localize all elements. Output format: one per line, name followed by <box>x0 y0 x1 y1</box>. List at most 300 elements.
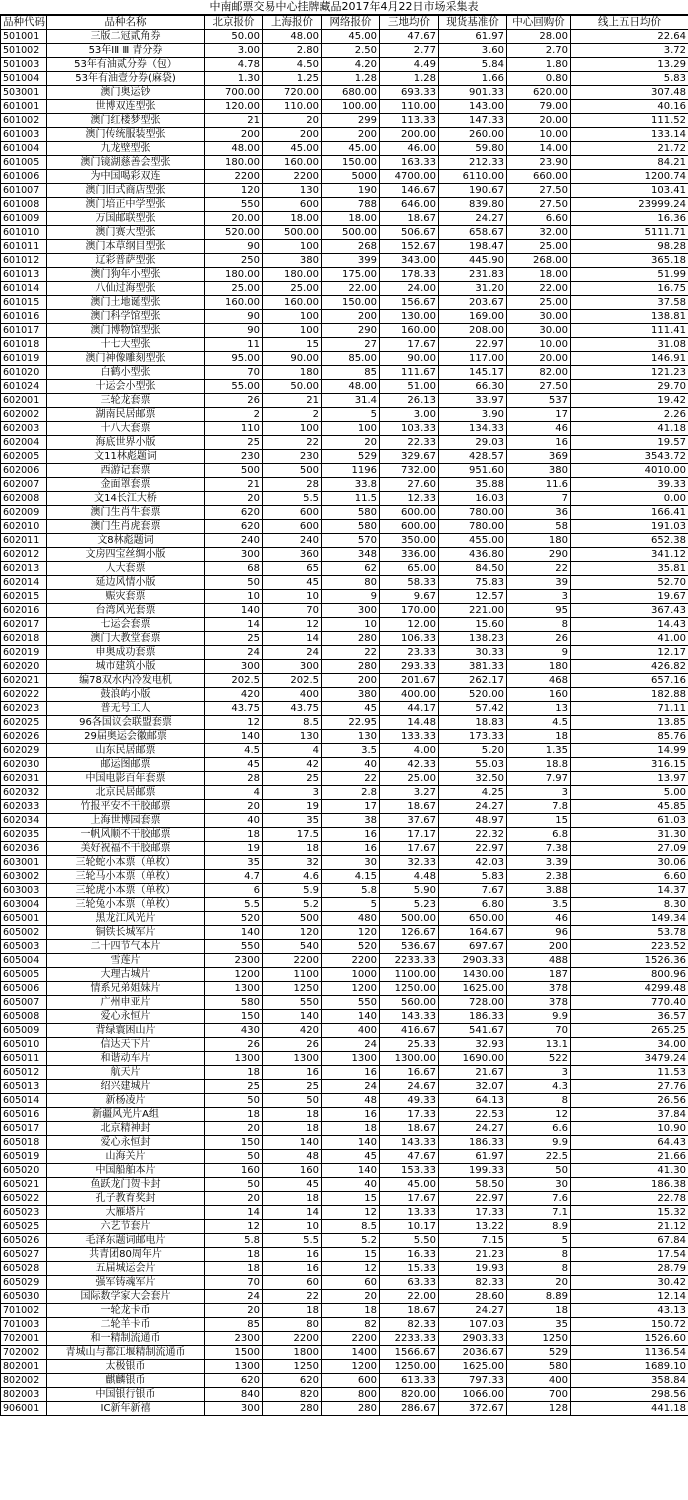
cell-beijing-price: 11 <box>205 338 263 352</box>
col-header-code: 品种代码 <box>1 16 47 30</box>
cell-buyback-price: 580 <box>507 1360 571 1374</box>
table-row <box>1 212 688 226</box>
cell-online-price: 5000 <box>322 170 380 184</box>
cell-beijing-price: 50 <box>205 576 263 590</box>
cell-five-day-avg: 1526.36 <box>571 954 688 968</box>
table-row <box>1 1388 688 1402</box>
cell-buyback-price: 14.00 <box>507 142 571 156</box>
cell-code: 602015 <box>1 590 47 604</box>
cell-buyback-price: 7 <box>507 492 571 506</box>
cell-five-day-avg: 4299.48 <box>571 982 688 996</box>
cell-shanghai-price: 160.00 <box>263 296 322 310</box>
cell-online-price: 4.20 <box>322 58 380 72</box>
cell-buyback-price: 18 <box>507 1304 571 1318</box>
cell-beijing-price: 4.7 <box>205 870 263 884</box>
table-row <box>1 1220 688 1234</box>
cell-code: 601014 <box>1 282 47 296</box>
cell-avg-price: 4.49 <box>380 58 439 72</box>
cell-beijing-price: 24 <box>205 646 263 660</box>
cell-shanghai-price: 4 <box>263 744 322 758</box>
cell-shanghai-price: 22 <box>263 1290 322 1304</box>
cell-spot-price: 901.33 <box>439 86 507 100</box>
cell-shanghai-price: 25.00 <box>263 282 322 296</box>
cell-avg-price: 111.67 <box>380 366 439 380</box>
cell-shanghai-price: 2200 <box>263 1332 322 1346</box>
cell-spot-price: 22.97 <box>439 842 507 856</box>
cell-name: 三轮蛇小本票（单枚） <box>47 856 205 870</box>
cell-shanghai-price: 500.00 <box>263 226 322 240</box>
cell-code: 602016 <box>1 604 47 618</box>
cell-online-price: 600 <box>322 1374 380 1388</box>
cell-online-price: 399 <box>322 254 380 268</box>
cell-name: 澳门土地诞型张 <box>47 296 205 310</box>
cell-buyback-price: 1250 <box>507 1332 571 1346</box>
header-row <box>1 16 688 30</box>
cell-shanghai-price: 140 <box>263 1136 322 1150</box>
cell-online-price: 45.00 <box>322 30 380 44</box>
cell-buyback-price: 200 <box>507 940 571 954</box>
cell-name: 邮运图邮票 <box>47 758 205 772</box>
cell-beijing-price: 10 <box>205 590 263 604</box>
cell-five-day-avg: 265.25 <box>571 1024 688 1038</box>
cell-beijing-price: 300 <box>205 1402 263 1416</box>
table-row <box>1 912 688 926</box>
cell-online-price: 31.4 <box>322 394 380 408</box>
cell-spot-price: 28.60 <box>439 1290 507 1304</box>
table-row <box>1 464 688 478</box>
cell-five-day-avg: 21.72 <box>571 142 688 156</box>
cell-avg-price: 23.33 <box>380 646 439 660</box>
cell-online-price: 570 <box>322 534 380 548</box>
cell-avg-price: 51.00 <box>380 380 439 394</box>
cell-spot-price: 15.60 <box>439 618 507 632</box>
cell-name: 文房四宝丝绸小版 <box>47 548 205 562</box>
cell-name: 53年有油壹分券(麻袋) <box>47 72 205 86</box>
cell-name: 一帆风顺不干胶邮票 <box>47 828 205 842</box>
cell-avg-price: 143.33 <box>380 1136 439 1150</box>
cell-online-price: 16 <box>322 842 380 856</box>
cell-avg-price: 16.67 <box>380 1066 439 1080</box>
cell-name: 三轮马小本票（单枚） <box>47 870 205 884</box>
cell-five-day-avg: 149.34 <box>571 912 688 926</box>
cell-buyback-price: 180 <box>507 660 571 674</box>
cell-beijing-price: 200 <box>205 128 263 142</box>
cell-shanghai-price: 2200 <box>263 954 322 968</box>
cell-five-day-avg: 51.99 <box>571 268 688 282</box>
cell-online-price: 5.8 <box>322 884 380 898</box>
cell-online-price: 2200 <box>322 954 380 968</box>
cell-avg-price: 1250.00 <box>380 982 439 996</box>
cell-avg-price: 170.00 <box>380 604 439 618</box>
cell-five-day-avg: 800.96 <box>571 968 688 982</box>
cell-online-price: 11.5 <box>322 492 380 506</box>
cell-beijing-price: 20 <box>205 1192 263 1206</box>
cell-code: 605019 <box>1 1150 47 1164</box>
cell-beijing-price: 2 <box>205 408 263 422</box>
col-header-name: 品种名称 <box>47 16 205 30</box>
cell-beijing-price: 4.5 <box>205 744 263 758</box>
cell-spot-price: 66.30 <box>439 380 507 394</box>
cell-online-price: 85.00 <box>322 352 380 366</box>
cell-buyback-price: 16 <box>507 436 571 450</box>
cell-buyback-price: 26 <box>507 632 571 646</box>
cell-spot-price: 428.57 <box>439 450 507 464</box>
cell-shanghai-price: 130 <box>263 730 322 744</box>
cell-name: 北京民居邮票 <box>47 786 205 800</box>
cell-code: 605008 <box>1 1010 47 1024</box>
cell-name: 53年有油贰分券（包） <box>47 58 205 72</box>
table-row <box>1 478 688 492</box>
cell-name: 麒麟银币 <box>47 1374 205 1388</box>
cell-beijing-price: 28 <box>205 772 263 786</box>
cell-buyback-price: 30 <box>507 1178 571 1192</box>
cell-five-day-avg: 6.60 <box>571 870 688 884</box>
cell-shanghai-price: 16 <box>263 1262 322 1276</box>
cell-code: 601001 <box>1 100 47 114</box>
cell-spot-price: 372.67 <box>439 1402 507 1416</box>
cell-beijing-price: 160.00 <box>205 296 263 310</box>
table-row <box>1 1164 688 1178</box>
table-row <box>1 1136 688 1150</box>
cell-five-day-avg: 307.48 <box>571 86 688 100</box>
cell-online-price: 60 <box>322 1276 380 1290</box>
table-row <box>1 436 688 450</box>
cell-buyback-price: 50 <box>507 1164 571 1178</box>
cell-buyback-price: 380 <box>507 464 571 478</box>
cell-beijing-price: 620 <box>205 506 263 520</box>
cell-online-price: 9 <box>322 590 380 604</box>
cell-name: 澳门本草纲目型张 <box>47 240 205 254</box>
cell-five-day-avg: 29.70 <box>571 380 688 394</box>
cell-code: 605017 <box>1 1122 47 1136</box>
cell-five-day-avg: 121.23 <box>571 366 688 380</box>
table-row <box>1 1024 688 1038</box>
cell-shanghai-price: 20 <box>263 114 322 128</box>
price-table <box>0 15 688 1416</box>
cell-shanghai-price: 100 <box>263 422 322 436</box>
cell-avg-price: 600.00 <box>380 506 439 520</box>
cell-shanghai-price: 400 <box>263 688 322 702</box>
cell-spot-price: 208.00 <box>439 324 507 338</box>
cell-buyback-price: 10.00 <box>507 128 571 142</box>
table-row <box>1 996 688 1010</box>
cell-avg-price: 156.67 <box>380 296 439 310</box>
cell-online-price: 280 <box>322 660 380 674</box>
cell-avg-price: 18.67 <box>380 1304 439 1318</box>
cell-avg-price: 1100.00 <box>380 968 439 982</box>
cell-buyback-price: 400 <box>507 1374 571 1388</box>
cell-five-day-avg: 298.56 <box>571 1388 688 1402</box>
cell-code: 602009 <box>1 506 47 520</box>
cell-buyback-price: 18.00 <box>507 268 571 282</box>
cell-avg-price: 163.33 <box>380 156 439 170</box>
cell-name: 53年ⅠⅡ Ⅲ 青分券 <box>47 44 205 58</box>
cell-beijing-price: 20 <box>205 1304 263 1318</box>
cell-online-price: 529 <box>322 450 380 464</box>
cell-online-price: 20 <box>322 436 380 450</box>
cell-buyback-price: 3 <box>507 590 571 604</box>
cell-spot-price: 18.83 <box>439 716 507 730</box>
cell-shanghai-price: 4.6 <box>263 870 322 884</box>
cell-buyback-price: 369 <box>507 450 571 464</box>
cell-shanghai-price: 43.75 <box>263 702 322 716</box>
cell-name: 信达天下片 <box>47 1038 205 1052</box>
cell-shanghai-price: 100 <box>263 240 322 254</box>
table-row <box>1 534 688 548</box>
cell-avg-price: 536.67 <box>380 940 439 954</box>
cell-name: 六艺节套片 <box>47 1220 205 1234</box>
cell-spot-price: 203.67 <box>439 296 507 310</box>
cell-shanghai-price: 1300 <box>263 1052 322 1066</box>
cell-buyback-price: 268.00 <box>507 254 571 268</box>
cell-code: 605006 <box>1 982 47 996</box>
cell-avg-price: 46.00 <box>380 142 439 156</box>
cell-code: 602030 <box>1 758 47 772</box>
cell-name: 鱼跃龙门贺卡封 <box>47 1178 205 1192</box>
cell-online-price: 130 <box>322 730 380 744</box>
cell-buyback-price: 187 <box>507 968 571 982</box>
cell-name: 白鹤小型张 <box>47 366 205 380</box>
table-row <box>1 604 688 618</box>
cell-code: 601013 <box>1 268 47 282</box>
cell-five-day-avg: 111.41 <box>571 324 688 338</box>
table-row <box>1 1080 688 1094</box>
cell-avg-price: 65.00 <box>380 562 439 576</box>
cell-online-price: 200 <box>322 674 380 688</box>
cell-beijing-price: 120 <box>205 184 263 198</box>
cell-online-price: 1196 <box>322 464 380 478</box>
cell-five-day-avg: 8.30 <box>571 898 688 912</box>
cell-spot-price: 145.17 <box>439 366 507 380</box>
cell-name: 澳门传统服装型张 <box>47 128 205 142</box>
cell-beijing-price: 68 <box>205 562 263 576</box>
cell-five-day-avg: 31.08 <box>571 338 688 352</box>
table-row <box>1 184 688 198</box>
cell-online-price: 38 <box>322 814 380 828</box>
cell-shanghai-price: 48 <box>263 1150 322 1164</box>
cell-name: 澳门赛大型张 <box>47 226 205 240</box>
cell-avg-price: 25.00 <box>380 772 439 786</box>
cell-name: 二轮羊卡币 <box>47 1318 205 1332</box>
cell-beijing-price: 19 <box>205 842 263 856</box>
cell-five-day-avg: 21.66 <box>571 1150 688 1164</box>
cell-shanghai-price: 820 <box>263 1388 322 1402</box>
cell-code: 602014 <box>1 576 47 590</box>
cell-code: 602032 <box>1 786 47 800</box>
cell-five-day-avg: 13.29 <box>571 58 688 72</box>
table-row <box>1 1066 688 1080</box>
cell-avg-price: 343.00 <box>380 254 439 268</box>
table-row <box>1 100 688 114</box>
table-row <box>1 198 688 212</box>
cell-avg-price: 400.00 <box>380 688 439 702</box>
cell-online-price: 520 <box>322 940 380 954</box>
cell-beijing-price: 110 <box>205 422 263 436</box>
cell-shanghai-price: 130 <box>263 184 322 198</box>
table-row <box>1 1374 688 1388</box>
cell-shanghai-price: 550 <box>263 996 322 1010</box>
cell-buyback-price: 160 <box>507 688 571 702</box>
cell-shanghai-price: 18 <box>263 1192 322 1206</box>
cell-beijing-price: 12 <box>205 1220 263 1234</box>
cell-spot-price: 2903.33 <box>439 954 507 968</box>
cell-five-day-avg: 111.52 <box>571 114 688 128</box>
cell-avg-price: 5.90 <box>380 884 439 898</box>
cell-beijing-price: 2300 <box>205 954 263 968</box>
cell-avg-price: 90.00 <box>380 352 439 366</box>
cell-spot-price: 260.00 <box>439 128 507 142</box>
cell-buyback-price: 18.8 <box>507 758 571 772</box>
cell-avg-price: 293.33 <box>380 660 439 674</box>
cell-spot-price: 17.33 <box>439 1206 507 1220</box>
cell-avg-price: 22.33 <box>380 436 439 450</box>
cell-online-price: 480 <box>322 912 380 926</box>
cell-code: 605005 <box>1 968 47 982</box>
cell-shanghai-price: 240 <box>263 534 322 548</box>
cell-online-price: 16 <box>322 1108 380 1122</box>
table-row <box>1 422 688 436</box>
cell-shanghai-price: 10 <box>263 1220 322 1234</box>
cell-name: 十七大型张 <box>47 338 205 352</box>
cell-shanghai-price: 2200 <box>263 170 322 184</box>
cell-beijing-price: 26 <box>205 1038 263 1052</box>
cell-avg-price: 17.33 <box>380 1108 439 1122</box>
cell-shanghai-price: 90.00 <box>263 352 322 366</box>
cell-beijing-price: 620 <box>205 520 263 534</box>
cell-code: 601009 <box>1 212 47 226</box>
cell-name: 太极银币 <box>47 1360 205 1374</box>
cell-code: 602003 <box>1 422 47 436</box>
cell-avg-price: 1250.00 <box>380 1360 439 1374</box>
cell-avg-price: 3.27 <box>380 786 439 800</box>
cell-code: 601002 <box>1 114 47 128</box>
cell-avg-price: 153.33 <box>380 1164 439 1178</box>
cell-buyback-price: 15 <box>507 814 571 828</box>
cell-beijing-price: 2300 <box>205 1332 263 1346</box>
cell-code: 602010 <box>1 520 47 534</box>
cell-name: 情系兄弟姐妹片 <box>47 982 205 996</box>
cell-name: 澳门红楼梦型张 <box>47 114 205 128</box>
table-row <box>1 842 688 856</box>
cell-code: 605004 <box>1 954 47 968</box>
cell-name: 澳门狗年小型张 <box>47 268 205 282</box>
cell-spot-price: 29.03 <box>439 436 507 450</box>
cell-code: 601011 <box>1 240 47 254</box>
cell-spot-price: 262.17 <box>439 674 507 688</box>
cell-online-price: 45.00 <box>322 142 380 156</box>
cell-avg-price: 18.67 <box>380 212 439 226</box>
cell-code: 605001 <box>1 912 47 926</box>
cell-shanghai-price: 100 <box>263 324 322 338</box>
table-row <box>1 968 688 982</box>
table-row <box>1 548 688 562</box>
cell-avg-price: 14.48 <box>380 716 439 730</box>
table-row <box>1 268 688 282</box>
cell-spot-price: 32.07 <box>439 1080 507 1094</box>
cell-spot-price: 13.22 <box>439 1220 507 1234</box>
cell-five-day-avg: 5.83 <box>571 72 688 86</box>
cell-spot-price: 164.67 <box>439 926 507 940</box>
cell-code: 603003 <box>1 884 47 898</box>
cell-code: 602018 <box>1 632 47 646</box>
cell-five-day-avg: 67.84 <box>571 1234 688 1248</box>
col-header-online-price: 网络报价 <box>322 16 380 30</box>
cell-name: 澳门科学馆型张 <box>47 310 205 324</box>
cell-beijing-price: 50.00 <box>205 30 263 44</box>
cell-name: 申奥成功套票 <box>47 646 205 660</box>
cell-buyback-price: 32.00 <box>507 226 571 240</box>
cell-five-day-avg: 27.76 <box>571 1080 688 1094</box>
cell-beijing-price: 14 <box>205 618 263 632</box>
cell-buyback-price: 4.3 <box>507 1080 571 1094</box>
cell-five-day-avg: 103.41 <box>571 184 688 198</box>
cell-buyback-price: 20 <box>507 1276 571 1290</box>
cell-code: 603001 <box>1 856 47 870</box>
cell-name: 航天片 <box>47 1066 205 1080</box>
cell-beijing-price: 2200 <box>205 170 263 184</box>
cell-avg-price: 506.67 <box>380 226 439 240</box>
cell-online-price: 15 <box>322 1192 380 1206</box>
cell-buyback-price: 22 <box>507 562 571 576</box>
cell-code: 602001 <box>1 394 47 408</box>
cell-avg-price: 1.28 <box>380 72 439 86</box>
cell-name: 山海关片 <box>47 1150 205 1164</box>
cell-name: 人大套票 <box>47 562 205 576</box>
cell-beijing-price: 21 <box>205 114 263 128</box>
cell-spot-price: 2036.67 <box>439 1346 507 1360</box>
cell-online-price: 800 <box>322 1388 380 1402</box>
cell-code: 602008 <box>1 492 47 506</box>
table-row <box>1 1038 688 1052</box>
cell-five-day-avg: 71.11 <box>571 702 688 716</box>
cell-name: 文8林彪题词 <box>47 534 205 548</box>
cell-beijing-price: 90 <box>205 310 263 324</box>
cell-online-price: 200 <box>322 310 380 324</box>
cell-shanghai-price: 18 <box>263 842 322 856</box>
cell-spot-price: 541.67 <box>439 1024 507 1038</box>
cell-spot-price: 728.00 <box>439 996 507 1010</box>
cell-five-day-avg: 21.12 <box>571 1220 688 1234</box>
cell-beijing-price: 250 <box>205 254 263 268</box>
cell-buyback-price: 0.80 <box>507 72 571 86</box>
cell-code: 602020 <box>1 660 47 674</box>
cell-beijing-price: 25 <box>205 1080 263 1094</box>
table-row <box>1 800 688 814</box>
table-row <box>1 660 688 674</box>
cell-beijing-price: 50 <box>205 1178 263 1192</box>
cell-avg-price: 350.00 <box>380 534 439 548</box>
cell-online-price: 12 <box>322 1262 380 1276</box>
cell-spot-price: 21.23 <box>439 1248 507 1262</box>
cell-name: 海底世界小版 <box>47 436 205 450</box>
cell-spot-price: 16.03 <box>439 492 507 506</box>
cell-avg-price: 12.33 <box>380 492 439 506</box>
cell-shanghai-price: 3 <box>263 786 322 800</box>
cell-spot-price: 455.00 <box>439 534 507 548</box>
cell-name: 十八大套票 <box>47 422 205 436</box>
cell-shanghai-price: 12 <box>263 618 322 632</box>
cell-beijing-price: 420 <box>205 688 263 702</box>
cell-online-price: 12 <box>322 1206 380 1220</box>
table-row <box>1 338 688 352</box>
cell-five-day-avg: 0.00 <box>571 492 688 506</box>
cell-code: 605026 <box>1 1234 47 1248</box>
cell-beijing-price: 1200 <box>205 968 263 982</box>
cell-shanghai-price: 16 <box>263 1066 322 1080</box>
table-row <box>1 1332 688 1346</box>
cell-name: 大雁塔片 <box>47 1206 205 1220</box>
cell-beijing-price: 18 <box>205 1108 263 1122</box>
